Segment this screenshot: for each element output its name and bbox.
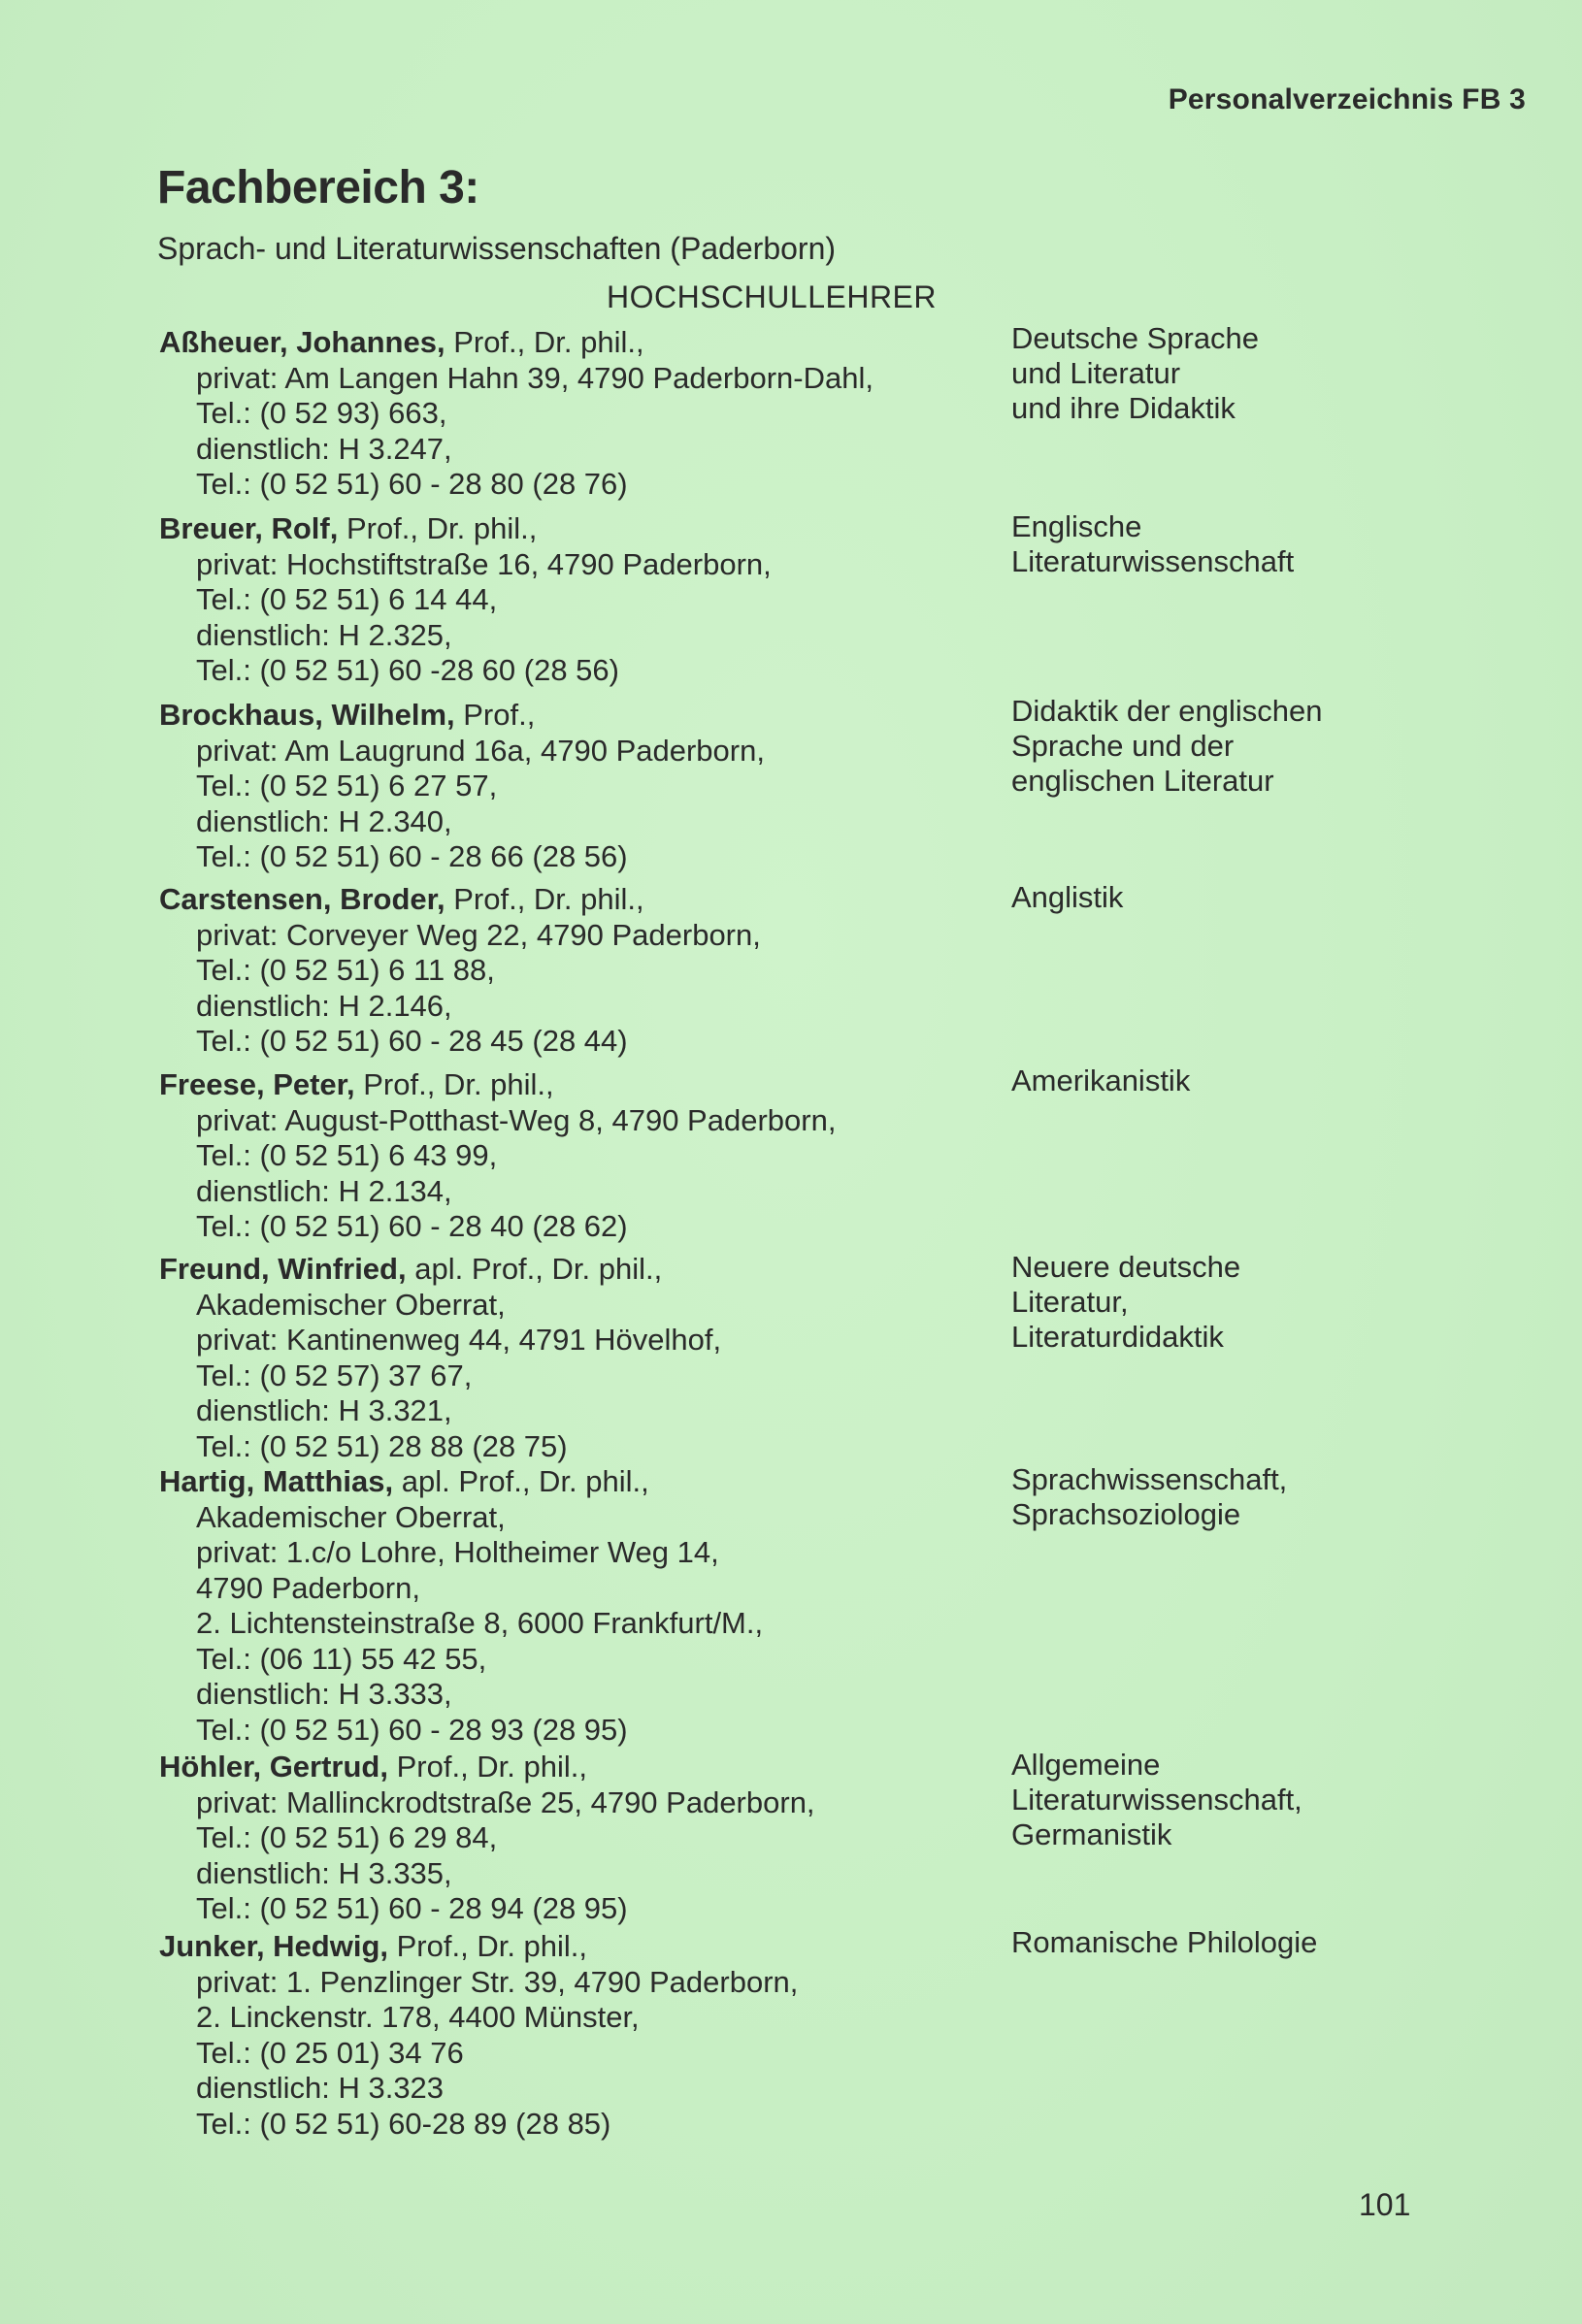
entry-line: Tel.: (0 52 51) 6 43 99,: [196, 1138, 498, 1172]
entry-subject-area: [1011, 1064, 1535, 1098]
entry-name-line: [159, 325, 994, 361]
entry-name: Freund, Winfried,: [159, 1252, 407, 1286]
subject-line: Sprache und der: [1011, 729, 1235, 763]
entry-academic-title: apl. Prof., Dr. phil.,: [406, 1252, 663, 1286]
entry-line: Tel.: (0 25 01) 34 76: [196, 2035, 464, 2070]
entry-academic-title: apl. Prof., Dr. phil.,: [393, 1464, 649, 1498]
entry-name-line: [159, 1929, 994, 1965]
entry-academic-title: Prof., Dr. phil.,: [388, 1929, 588, 1963]
entry-details: [159, 511, 994, 689]
page-number: 101: [1359, 2187, 1411, 2222]
entry-line: privat: 1. Penzlinger Str. 39, 4790 Paderborn,: [196, 1964, 799, 1999]
entry-line: dienstlich: H 2.340,: [196, 803, 452, 838]
entry-line: Tel.: (0 52 51) 6 29 84,: [196, 1820, 498, 1854]
entry-line: privat: Am Langen Hahn 39, 4790 Paderborn-Dahl,: [196, 360, 873, 395]
entry-name: Hartig, Matthias,: [159, 1464, 394, 1498]
subject-line: Didaktik der englischen: [1011, 694, 1323, 728]
entry-name-line: [159, 882, 994, 918]
entry-name-line: [159, 1067, 994, 1103]
running-head: Personalverzeichnis FB 3: [1168, 83, 1526, 115]
entry-line: Tel.: (0 52 51) 60 - 28 66 (28 56): [196, 839, 628, 873]
entry-academic-title: Prof., Dr. phil.,: [354, 1067, 554, 1101]
entry-line: privat: Hochstiftstraße 16, 4790 Paderborn,: [196, 546, 772, 581]
entry-line: Tel.: (0 52 51) 60 - 28 40 (28 62): [196, 1209, 628, 1243]
entry-line: privat: Corveyer Weg 22, 4790 Paderborn,: [196, 917, 761, 952]
entry-line: dienstlich: H 3.323: [196, 2071, 445, 2105]
entry-subject-area: [1011, 1250, 1535, 1355]
entry-subject-area: [1011, 1462, 1535, 1532]
entry-details: [159, 325, 994, 503]
entry-line: Tel.: (0 52 51) 60-28 89 (28 85): [196, 2106, 611, 2141]
entry-line: dienstlich: H 3.247,: [196, 431, 452, 466]
entry-line: Tel.: (0 52 51) 60 - 28 45 (28 44): [196, 1024, 628, 1058]
entry-line: 2. Linckenstr. 178, 4400 Münster,: [196, 2000, 640, 2034]
entry-details: [159, 1750, 994, 1927]
entry-line: privat: Kantinenweg 44, 4791 Hövelhof,: [196, 1323, 722, 1357]
entry-subject-area: [1011, 509, 1535, 579]
entry-subject-area: [1011, 1925, 1535, 1960]
subject-line: Sprachsoziologie: [1011, 1497, 1241, 1531]
section-heading: HOCHSCHULLEHRER: [607, 279, 937, 314]
entry-line: Tel.: (0 52 93) 663,: [196, 396, 447, 430]
entry-line: privat: Am Laugrund 16a, 4790 Paderborn,: [196, 733, 765, 768]
entry-details: [159, 698, 994, 875]
subject-line: Literatur,: [1011, 1285, 1129, 1319]
subject-line: und ihre Didaktik: [1011, 391, 1236, 425]
entry-subject-area: [1011, 1748, 1535, 1852]
entry-details: [159, 1929, 994, 2142]
entry-line: Tel.: (0 52 51) 60 -28 60 (28 56): [196, 653, 619, 687]
entry-line: Tel.: (0 52 51) 60 - 28 94 (28 95): [196, 1891, 628, 1925]
subject-line: Neuere deutsche: [1011, 1250, 1241, 1284]
entry-line: Tel.: (0 52 51) 6 11 88,: [196, 953, 495, 987]
entry-academic-title: Prof., Dr. phil.,: [445, 325, 644, 359]
entry-line: Tel.: (06 11) 55 42 55,: [196, 1641, 487, 1676]
entry-line: privat: August-Potthast-Weg 8, 4790 Paderborn,: [196, 1102, 837, 1137]
entry-line: 4790 Paderborn,: [196, 1570, 420, 1605]
entry-line: dienstlich: H 2.146,: [196, 988, 452, 1023]
entry-name-line: [159, 698, 994, 734]
entry-line: dienstlich: H 2.134,: [196, 1173, 452, 1208]
entry-line: dienstlich: H 3.321,: [196, 1393, 452, 1427]
subject-line: Sprachwissenschaft,: [1011, 1462, 1288, 1496]
entry-subject-area: [1011, 694, 1535, 799]
entry-name-line: [159, 1750, 994, 1785]
subject-line: und Literatur: [1011, 356, 1181, 390]
subject-line: Romanische Philologie: [1011, 1925, 1318, 1959]
entry-name: Brockhaus, Wilhelm,: [159, 698, 455, 732]
subject-line: Literaturwissenschaft: [1011, 544, 1295, 578]
entry-line: Tel.: (0 52 51) 6 27 57,: [196, 769, 498, 802]
entry-line: 2. Lichtensteinstraße 8, 6000 Frankfurt/M.,: [196, 1606, 764, 1640]
subject-line: Literaturwissenschaft,: [1011, 1783, 1302, 1817]
entry-line: Akademischer Oberrat,: [196, 1499, 506, 1534]
entry-line: privat: 1.c/o Lohre, Holtheimer Weg 14,: [196, 1535, 719, 1569]
entry-academic-title: Prof., Dr. phil.,: [387, 1750, 587, 1784]
entry-details: [159, 1067, 994, 1245]
subject-line: Englische: [1011, 509, 1142, 543]
entry-name: Höhler, Gertrud,: [159, 1750, 388, 1784]
subject-line: Deutsche Sprache: [1011, 321, 1260, 355]
entry-line: dienstlich: H 3.333,: [196, 1677, 452, 1711]
entry-academic-title: Prof.,: [454, 698, 536, 732]
entry-name-line: [159, 511, 994, 547]
entry-line: Tel.: (0 52 51) 28 88 (28 75): [196, 1428, 568, 1463]
entry-details: [159, 882, 994, 1060]
entry-line: Tel.: (0 52 57) 37 67,: [196, 1358, 473, 1392]
page-title: Fachbereich 3:: [157, 162, 479, 213]
entry-name-line: [159, 1252, 994, 1288]
subject-line: englischen Literatur: [1011, 764, 1274, 798]
entry-line: Akademischer Oberrat,: [196, 1287, 506, 1322]
entry-details: [159, 1464, 994, 1748]
entry-name: Junker, Hedwig,: [159, 1929, 389, 1963]
entry-line: Tel.: (0 52 51) 60 - 28 93 (28 95): [196, 1712, 628, 1747]
subject-line: Allgemeine: [1011, 1748, 1161, 1782]
entry-name: Aßheuer, Johannes,: [159, 325, 445, 359]
entry-line: dienstlich: H 2.325,: [196, 617, 452, 652]
entry-name: Carstensen, Broder,: [159, 882, 445, 916]
entry-name: Breuer, Rolf,: [159, 511, 339, 545]
entry-academic-title: Prof., Dr. phil.,: [338, 511, 538, 545]
entry-details: [159, 1252, 994, 1464]
entry-name: Freese, Peter,: [159, 1067, 355, 1101]
entry-name-line: [159, 1464, 994, 1500]
entry-line: privat: Mallinckrodtstraße 25, 4790 Paderborn,: [196, 1784, 815, 1819]
entry-subject-area: [1011, 880, 1535, 915]
entry-line: Tel.: (0 52 51) 6 14 44,: [196, 582, 498, 616]
entry-line: dienstlich: H 3.335,: [196, 1855, 452, 1890]
subject-line: Anglistik: [1011, 880, 1124, 914]
subject-line: Germanistik: [1011, 1817, 1172, 1851]
page-subtitle: Sprach- und Literaturwissenschaften (Paderborn): [157, 231, 837, 266]
entry-subject-area: [1011, 321, 1535, 426]
subject-line: Amerikanistik: [1011, 1064, 1191, 1097]
entry-line: Tel.: (0 52 51) 60 - 28 80 (28 76): [196, 467, 628, 501]
entry-academic-title: Prof., Dr. phil.,: [445, 882, 644, 916]
subject-line: Literaturdidaktik: [1011, 1320, 1224, 1354]
